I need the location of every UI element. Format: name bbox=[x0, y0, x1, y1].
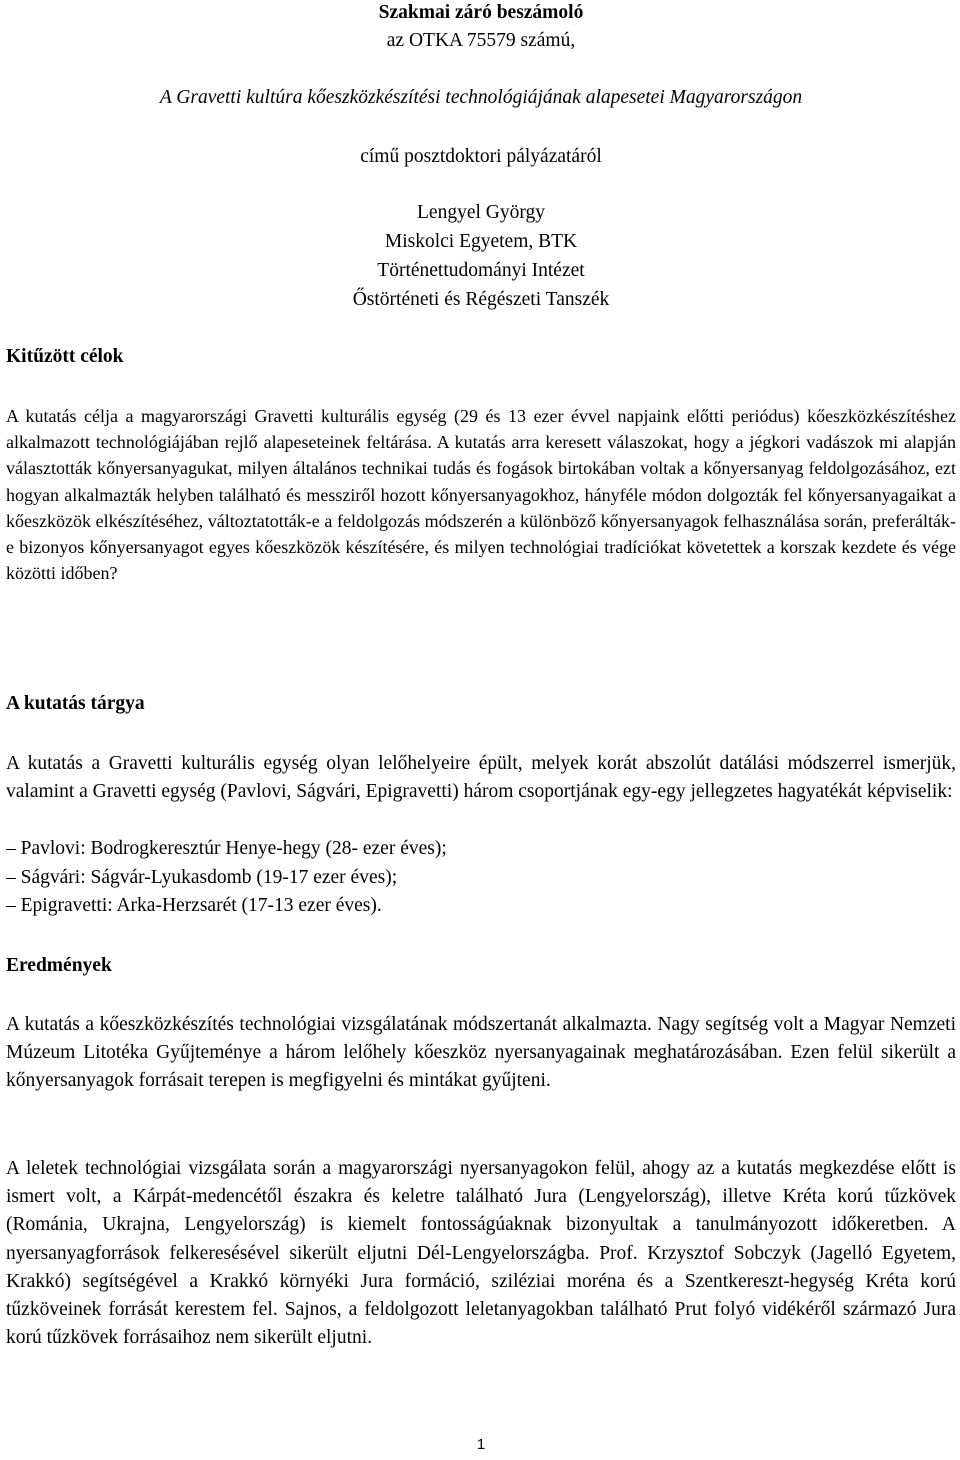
subject-heading: A kutatás tárgya bbox=[6, 693, 145, 714]
list-item: – Ságvári: Ságvár-Lyukasdomb (19-17 ezer éves); bbox=[6, 866, 398, 888]
document-subtitle: az OTKA 75579 számú, bbox=[386, 30, 576, 51]
page-number: 1 bbox=[476, 1436, 486, 1453]
author-name: Lengyel György bbox=[417, 202, 545, 223]
list-item: – Pavlovi: Bodrogkeresztúr Henye-hegy (28- ezer éves); bbox=[6, 838, 447, 859]
goals-heading: Kitűzött célok bbox=[6, 346, 124, 367]
site-list bbox=[6, 835, 956, 921]
affiliation-institute: Történettudományi Intézet bbox=[377, 260, 585, 281]
subject-paragraph: A kutatás a Gravetti kulturális egység olyan lelőhelyeire épült, melyek korát abszolút datálási módszerrel ismerjük, valamint a Gravetti egység (Pavlovi, Ságvári, Epigravetti) három csoportjának egy-egy jellegzetes hagyatékát képviselik: bbox=[6, 753, 956, 803]
document-title: Szakmai záró beszámoló bbox=[378, 2, 584, 23]
affiliation-department: Őstörténeti és Régészeti Tanszék bbox=[352, 289, 610, 310]
affiliation-university: Miskolci Egyetem, BTK bbox=[384, 231, 578, 252]
project-title: A Gravetti kultúra kőeszközkészítési technológiájának alapesetei Magyarországon bbox=[159, 87, 803, 108]
results-paragraph-2: A leletek technológiai vizsgálata során a magyarországi nyersanyagokon felül, ahogy az a kutatás megkezdése előtt is ismert volt, a Kárpát-medencétől északra és keletre található Jura (Lengyelország), illetve Kréta korú tűzkövek (Románia, Ukrajna, Lengyelország) is kiemelt fontosságúaknak bizonyultak a tanulmányozott időkeretben. A nyersanyagforrások felkeresésével sikerült eljutni Dél-Lengyelországba. Prof. Krzysztof Sobczyk (Jagelló Egyetem, Krakkó) segítségével a Krakkó környéki Jura formáció, sziléziai moréna és a Szentkereszt-hegység Kréta korú tűzköveinek forrását kerestem fel. Sajnos, a feldolgozott leletanyagokban található Prut folyó vidékéről származó Jura korú tűzkövek forrásaihoz nem sikerült eljutni. bbox=[6, 1158, 956, 1349]
results-paragraph-1: A kutatás a kőeszközkészítés technológiai vizsgálatának módszertanát alkalmazta. Nagy segítség volt a Magyar Nemzeti Múzeum Litotéka Gyűjteménye a három lelőhely kőeszköz nyersanyagainak meghatározásában. Ezen felül sikerült a kőnyersanyagok forrásait terepen is megfigyelni és mintákat gyűjteni. bbox=[6, 1014, 956, 1092]
list-item: – Epigravetti: Arka-Herzsarét (17-13 ezer éves). bbox=[6, 895, 382, 916]
goals-paragraph: A kutatás célja a magyarországi Gravetti kulturális egység (29 és 13 ezer évvel napjaink előtti periódus) kőeszközkészítéshez alkalmazott technológiájában rejlő alapeseteinek feltárása. A kutatás arra keresett válaszokat, hogy a jégkori vadászok mi alapján választották kőnyersanyagukat, milyen általános technikai tudás és fogások birtokában voltak a kőnyersanyag feldolgozásához, ezt hogyan alkalmazták helyben található és messziről hozott kőnyersanyagokhoz, hányféle módon dolgozták fel kőnyersanyagaikat a kőeszközök elkészítéséhez, változtatották-e a feldolgozás módszerén a különböző kőnyersanyagok felhasználása során, preferálták-e bizonyos kőnyersanyagot egyes kőeszközök készítésére, és milyen technológiai tradíciókat követettek a korszak kezdete és vége közötti időben? bbox=[6, 406, 956, 584]
results-heading: Eredmények bbox=[6, 955, 112, 976]
report-type-line: című posztdoktori pályázatáról bbox=[360, 146, 602, 167]
